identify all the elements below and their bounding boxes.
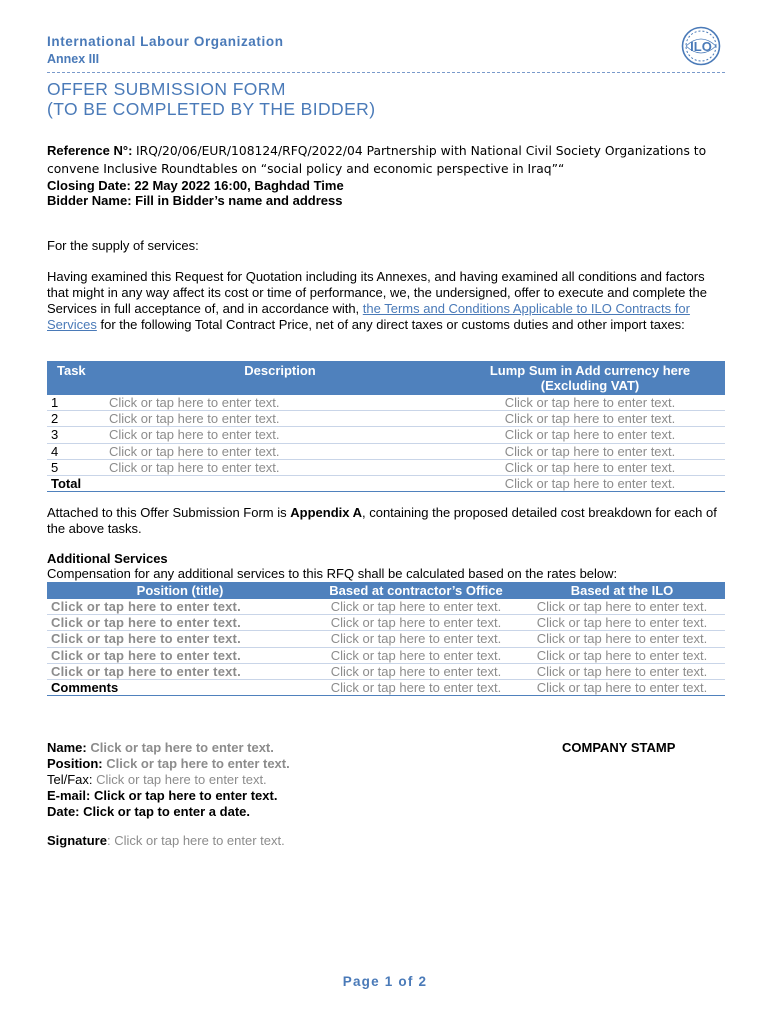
- tasks-table-header: [47, 361, 725, 395]
- total-empty-cell: [105, 476, 455, 492]
- additional-services-table: [47, 582, 725, 696]
- table-row: [47, 427, 725, 443]
- contractor-rate-field[interactable]: Click or tap here to enter text.: [313, 615, 519, 631]
- task-amount-field[interactable]: Click or tap here to enter text.: [455, 459, 725, 475]
- task-amount-field[interactable]: Click or tap here to enter text.: [455, 395, 725, 411]
- task-amount-field[interactable]: Click or tap here to enter text.: [455, 411, 725, 427]
- position-field[interactable]: Click or tap here to enter text.: [47, 647, 313, 663]
- ilo-rate-field[interactable]: Click or tap here to enter text.: [519, 663, 725, 679]
- signature-field[interactable]: : Click or tap here to enter text.: [106, 833, 285, 848]
- logo-text: ILO: [690, 39, 712, 54]
- contractor-rate-field[interactable]: Click or tap here to enter text.: [313, 631, 519, 647]
- reference-line: [47, 142, 737, 178]
- position-field[interactable]: Click or tap here to enter text.: [106, 756, 290, 771]
- additional-services-text: Compensation for any additional services to this RFQ shall be calculated based on the rates below:: [47, 566, 618, 581]
- task-number: 2: [47, 411, 105, 427]
- task-number: 3: [47, 427, 105, 443]
- comments-contractor-field[interactable]: Click or tap here to enter text.: [313, 680, 519, 696]
- supply-line: For the supply of services:: [47, 238, 199, 253]
- task-number: 4: [47, 443, 105, 459]
- task-number: 1: [47, 395, 105, 411]
- appendix-paragraph: [47, 505, 727, 537]
- header-description: Description: [105, 361, 455, 395]
- additional-services-heading: Additional Services: [47, 551, 168, 566]
- table-row: [47, 663, 725, 679]
- annex-label: Annex III: [47, 52, 100, 66]
- table-row: [47, 443, 725, 459]
- reference-block: [47, 142, 737, 208]
- position-field[interactable]: Click or tap here to enter text.: [47, 599, 313, 615]
- table-row: [47, 647, 725, 663]
- email-field[interactable]: E-mail: Click or tap here to enter text.: [47, 788, 278, 803]
- total-row: [47, 476, 725, 492]
- contact-block: [47, 740, 290, 820]
- closing-date: Closing Date: 22 May 2022 16:00, Baghdad Time: [47, 178, 344, 193]
- name-label: Name:: [47, 740, 87, 755]
- name-field[interactable]: Click or tap here to enter text.: [90, 740, 274, 755]
- intro-text-before: Having examined this Request for Quotation including its Annexes, and having examined all conditions and factors that might in any way affect its cost or time of performance, we, the undersigned, offer to execute and complete the Services in full acceptance of, and in accordance with,: [47, 269, 707, 316]
- contractor-rate-field[interactable]: Click or tap here to enter text.: [313, 647, 519, 663]
- tel-line: [47, 772, 290, 788]
- task-description-field[interactable]: Click or tap here to enter text.: [105, 395, 455, 411]
- appendix-text-after: , containing the proposed detailed cost breakdown for each of the above tasks.: [47, 505, 717, 536]
- form-title: [47, 79, 375, 119]
- task-amount-field[interactable]: Click or tap here to enter text.: [455, 443, 725, 459]
- table-row: [47, 395, 725, 411]
- bidder-name: Bidder Name: Fill in Bidder’s name and address: [47, 193, 343, 208]
- signature-line: [47, 833, 285, 848]
- form-title-line2: (TO BE COMPLETED BY THE BIDDER): [47, 99, 376, 119]
- ilo-rate-field[interactable]: Click or tap here to enter text.: [519, 615, 725, 631]
- table-row: [47, 615, 725, 631]
- task-amount-field[interactable]: Click or tap here to enter text.: [455, 427, 725, 443]
- contractor-rate-field[interactable]: Click or tap here to enter text.: [313, 599, 519, 615]
- position-field[interactable]: Click or tap here to enter text.: [47, 663, 313, 679]
- header-task: Task: [47, 361, 105, 395]
- date-field[interactable]: Date: Click or tap to enter a date.: [47, 804, 250, 819]
- header-contractor-office: Based at contractor’s Office: [313, 582, 519, 599]
- contractor-rate-field[interactable]: Click or tap here to enter text.: [313, 663, 519, 679]
- ilo-logo-icon: [680, 26, 722, 66]
- reference-label: Reference N°:: [47, 143, 133, 158]
- table-row: [47, 411, 725, 427]
- total-label: Total: [47, 476, 105, 492]
- terms-link[interactable]: the Terms and Conditions Applicable to ILO Contracts for Services: [47, 301, 690, 332]
- position-field[interactable]: Click or tap here to enter text.: [47, 615, 313, 631]
- ilo-rate-field[interactable]: Click or tap here to enter text.: [519, 599, 725, 615]
- position-line: [47, 756, 290, 772]
- name-line: [47, 740, 290, 756]
- task-description-field[interactable]: Click or tap here to enter text.: [105, 443, 455, 459]
- table-row: [47, 631, 725, 647]
- total-amount-field[interactable]: Click or tap here to enter text.: [455, 476, 725, 492]
- appendix-name: Appendix A: [290, 505, 362, 520]
- company-stamp-label: COMPANY STAMP: [562, 740, 676, 755]
- intro-paragraph: [47, 269, 727, 333]
- comments-label: Comments: [47, 680, 313, 696]
- tel-field[interactable]: Click or tap here to enter text.: [96, 772, 267, 787]
- signature-label: Signature: [47, 833, 107, 848]
- position-label: Position:: [47, 756, 103, 771]
- task-number: 5: [47, 459, 105, 475]
- appendix-text-before: Attached to this Offer Submission Form is: [47, 505, 291, 520]
- comments-ilo-field[interactable]: Click or tap here to enter text.: [519, 680, 725, 696]
- ilo-rate-field[interactable]: Click or tap here to enter text.: [519, 631, 725, 647]
- table-row: [47, 599, 725, 615]
- ilo-rate-field[interactable]: Click or tap here to enter text.: [519, 647, 725, 663]
- header-ilo: Based at the ILO: [519, 582, 725, 599]
- header-lump-sum: Lump Sum in Add currency here (Excluding VAT): [455, 361, 725, 395]
- header-position: Position (title): [47, 582, 313, 599]
- organization-name: International Labour Organization: [47, 34, 284, 49]
- intro-text-after: for the following Total Contract Price, net of any direct taxes or customs duties and other import taxes:: [96, 317, 685, 332]
- task-description-field[interactable]: Click or tap here to enter text.: [105, 411, 455, 427]
- header-divider: [47, 72, 725, 73]
- position-field[interactable]: Click or tap here to enter text.: [47, 631, 313, 647]
- page-number: Page 1 of 2: [342, 974, 428, 989]
- reference-text: IRQ/20/06/EUR/108124/RFQ/2022/04 Partnership with National Civil Society Organizations to convene Inclusive Roundtables on “social policy and economic perspective in Iraq”“: [47, 144, 707, 176]
- tel-label: Tel/Fax:: [47, 772, 93, 787]
- form-title-line1: OFFER SUBMISSION FORM: [47, 79, 286, 99]
- task-description-field[interactable]: Click or tap here to enter text.: [105, 459, 455, 475]
- additional-table-header: [47, 582, 725, 599]
- task-description-field[interactable]: Click or tap here to enter text.: [105, 427, 455, 443]
- tasks-table: [47, 361, 725, 492]
- comments-row: [47, 680, 725, 696]
- table-row: [47, 459, 725, 475]
- page-header: [47, 34, 284, 66]
